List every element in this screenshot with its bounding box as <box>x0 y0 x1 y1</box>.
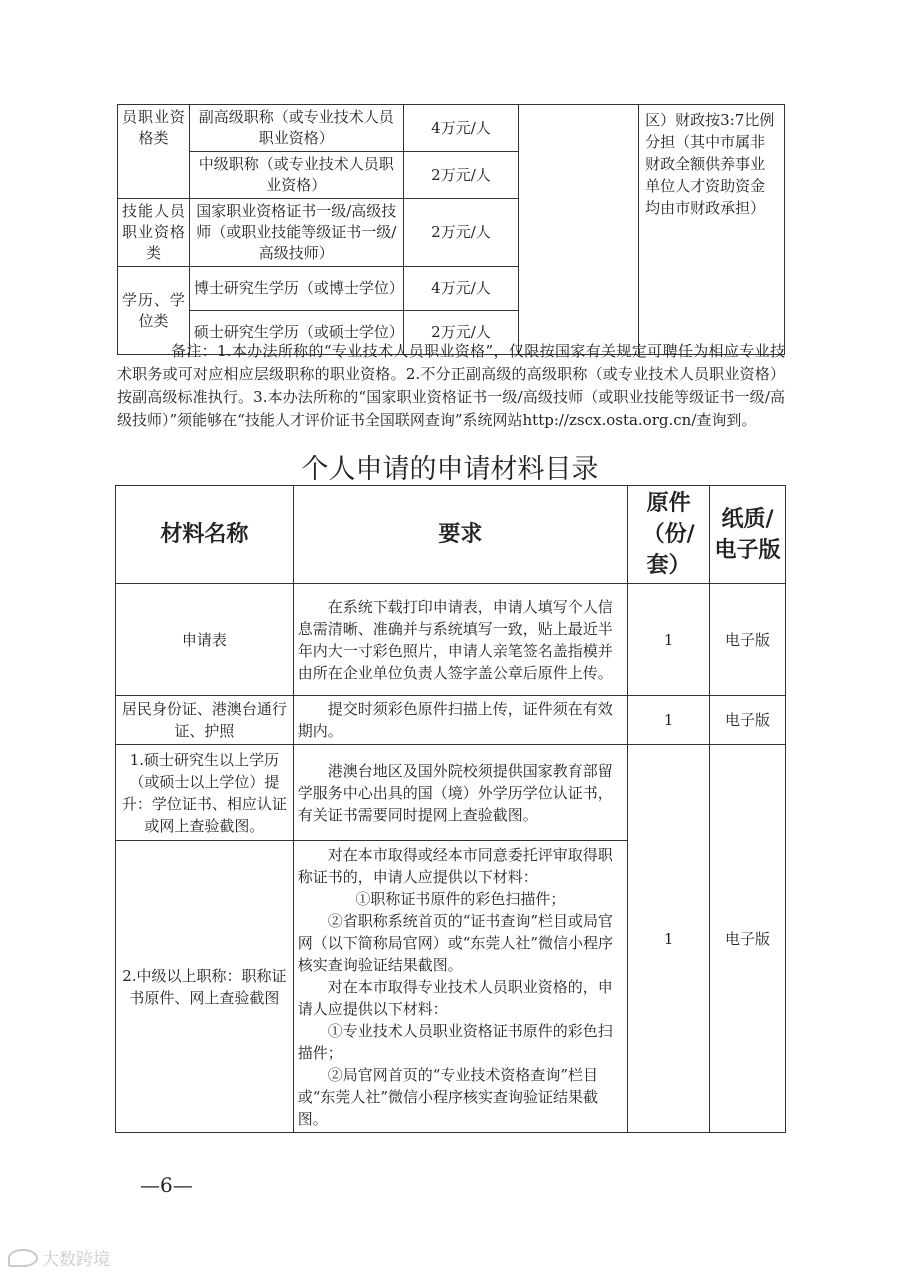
requirement-line: 对在本市取得或经本市同意委托评审取得职称证书的，申请人应提供以下材料： <box>297 845 613 886</box>
item-cell: 博士研究生学历（或博士学位） <box>189 267 403 311</box>
amount-cell: 2万元/人 <box>403 199 519 267</box>
original-count: 1 <box>628 745 710 1133</box>
item-cell: 中级职称（或专业技术人员职业资格） <box>189 152 403 199</box>
material-requirement: 提交时须彩色原件扫描上传，证件须在有效期内。 <box>293 696 627 745</box>
material-name: 居民身份证、港澳台通行证、护照 <box>116 696 294 745</box>
original-count: 1 <box>628 584 710 696</box>
header-original-count: 原件（份/套） <box>628 486 710 584</box>
material-name: 2.中级以上职称：职称证书原件、网上查验截图 <box>116 841 294 1133</box>
material-requirement <box>293 841 627 1133</box>
requirement-line: ②省职称系统首页的“证书查询”栏目或局官网（以下简称局官网）或“东莞人社”微信小程序核实查询验证结果截图。 <box>297 911 614 974</box>
funding-note-cell: 区）财政按3:7比例分担（其中市属非财政全额供养事业单位人才资助资金均由市财政承担） <box>639 105 785 355</box>
section-heading: 个人申请的申请材料目录 <box>301 454 599 485</box>
amount-cell: 4万元/人 <box>403 105 519 152</box>
remark-text: 备注：1.本办法所称的“专业技术人员职业资格”，仅限按国家有关规定可聘任为相应专业技术职务或可对应相应层级职称的职业资格。2.不分正副高级的高级职称（或专业技术人员职业资格）按副高级标准执行。3.本办法所称的“国家职业资格证书一级/高级技师（或职业技能等级证书一级/高级技师）”须能够在“技能人才评价证书全国联网查询”系统网站http://zscx.osta.org.cn/查询到。 <box>117 342 785 429</box>
material-name: 申请表 <box>116 584 294 696</box>
requirement-line: 对在本市取得专业技术人员职业资格的，申请人应提供以下材料： <box>297 977 613 1018</box>
subsidy-table <box>117 104 785 355</box>
original-count: 1 <box>628 696 710 745</box>
format: 电子版 <box>710 745 786 1133</box>
materials-table <box>115 485 786 1133</box>
material-requirement: 港澳台地区及国外院校须提供国家教育部留学服务中心出具的国（境）外学历学位认证书，有关证书需要同时提网上查验截图。 <box>293 745 627 841</box>
watermark <box>8 1245 110 1270</box>
header-requirement: 要求 <box>293 486 627 584</box>
category-cell: 技能人员职业资格类 <box>118 199 190 267</box>
watermark-logo-icon <box>8 1249 38 1267</box>
category-cell: 学历、学位类 <box>118 267 190 355</box>
format: 电子版 <box>710 584 786 696</box>
category-cell: 员职业资格类 <box>118 105 190 199</box>
material-name: 1.硕士研究生以上学历（或硕士以上学位）提升：学位证书、相应认证或网上查验截图。 <box>116 745 294 841</box>
watermark-text: 大数跨境 <box>42 1250 110 1270</box>
format: 电子版 <box>710 696 786 745</box>
requirement-line: ①职称证书原件的彩色扫描件； <box>355 889 566 908</box>
header-name: 材料名称 <box>116 486 294 584</box>
page-number: —6— <box>140 1173 193 1197</box>
header-format: 纸质/电子版 <box>710 486 786 584</box>
requirement-line: ②局官网首页的“专业技术资格查询”栏目或“东莞人社”微信小程序核实查询验证结果截图。 <box>297 1065 599 1128</box>
blank-cell <box>519 105 639 355</box>
item-cell: 副高级职称（或专业技术人员职业资格） <box>189 105 403 152</box>
amount-cell: 2万元/人 <box>403 311 519 355</box>
amount-cell: 4万元/人 <box>403 267 519 311</box>
material-requirement: 在系统下载打印申请表，申请人填写个人信息需清晰、准确并与系统填写一致，贴上最近半年内大一寸彩色照片，申请人亲笔签名盖指模并由所在企业单位负责人签字盖公章后原件上传。 <box>293 584 627 696</box>
item-cell: 国家职业资格证书一级/高级技师（或职业技能等级证书一级/高级技师） <box>189 199 403 267</box>
amount-cell: 2万元/人 <box>403 152 519 199</box>
requirement-line: ①专业技术人员职业资格证书原件的彩色扫描件； <box>297 1021 613 1062</box>
item-cell: 硕士研究生学历（或硕士学位） <box>189 311 403 355</box>
